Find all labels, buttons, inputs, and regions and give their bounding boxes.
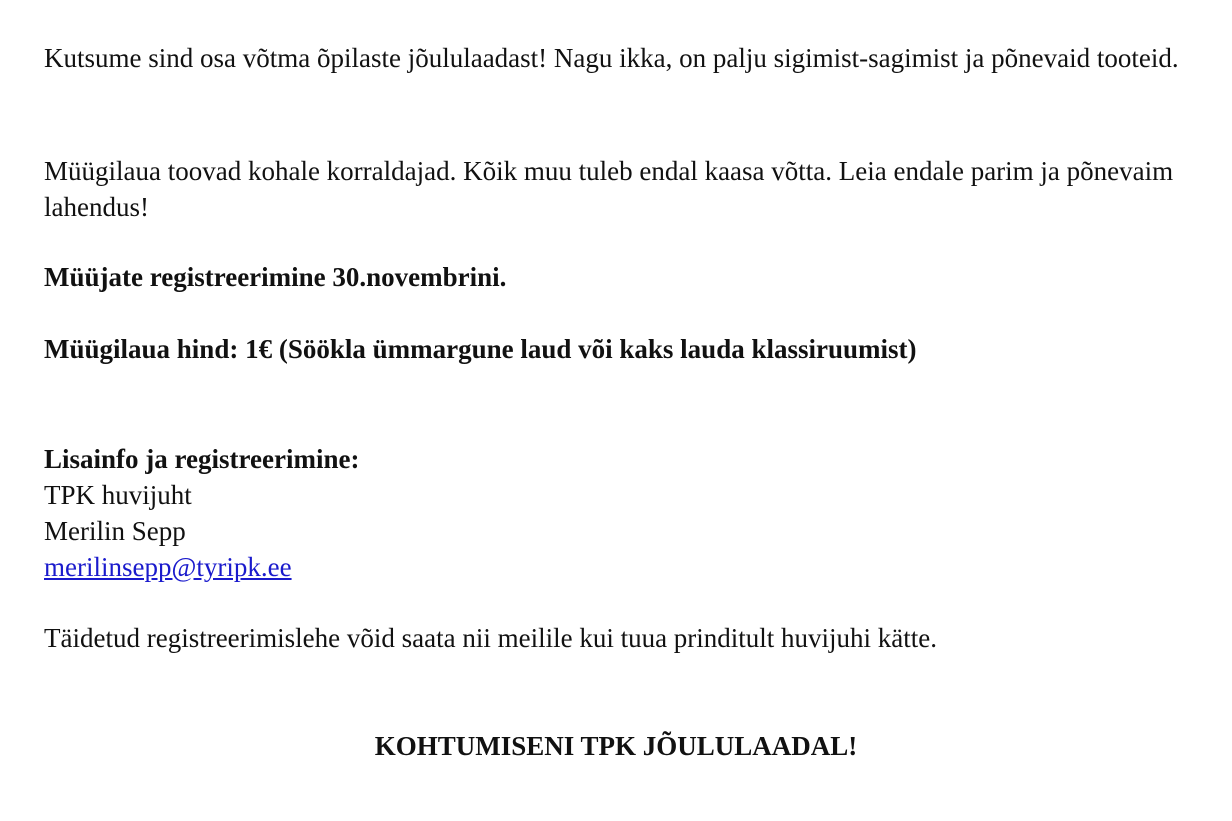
contact-email-link[interactable]: merilinsepp@tyripk.ee: [44, 552, 292, 582]
tables-paragraph: Müügilaua toovad kohale korraldajad. Kõik muu tuleb endal kaasa võtta. Leia endale parim ja põnevaim lahendus!: [44, 156, 1174, 222]
closing-heading: KOHTUMISENI TPK JÕULULAADAL!: [374, 731, 858, 761]
table-price: Müügilaua hind: 1€ (Söökla ümmargune laud või kaks lauda klassiruumist): [44, 334, 917, 364]
registration-deadline: Müüjate registreerimine 30.novembrini.: [44, 262, 507, 292]
contact-block: [44, 441, 359, 585]
intro-paragraph: Kutsume sind osa võtma õpilaste jõululaadast! Nagu ikka, on palju sigimist-sagimist ja põnevaid tooteid.: [44, 43, 1179, 73]
contact-name: Merilin Sepp: [44, 516, 186, 546]
submission-paragraph: Täidetud registreerimislehe võid saata nii meilile kui tuua prinditult huvijuhi kätte.: [44, 623, 938, 653]
contact-role: TPK huvijuht: [44, 480, 192, 510]
contact-heading: Lisainfo ja registreerimine:: [44, 444, 360, 474]
